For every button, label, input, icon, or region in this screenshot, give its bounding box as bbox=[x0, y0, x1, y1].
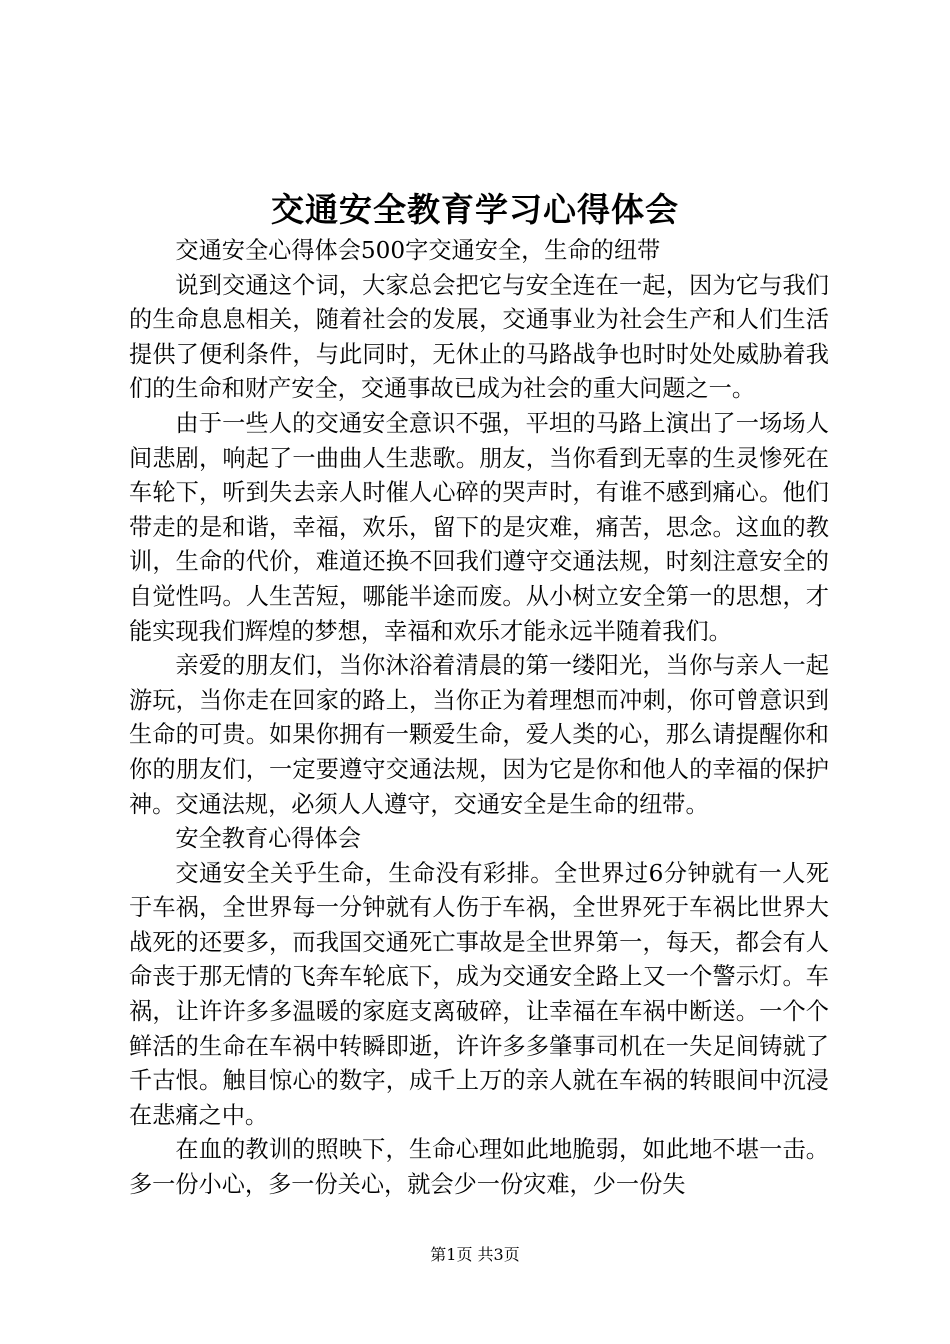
paragraph: 由于一些人的交通安全意识不强，平坦的马路上演出了一场场人间悲剧，响起了一曲曲人生悲歌。朋友，当你看到无辜的生灵惨死在车轮下，听到失去亲人时催人心碎的哭声时，有谁不感到痛心。他们带走的是和谐，幸福，欢乐，留下的是灾难，痛苦，思念。这血的教训，生命的代价，难道还换不回我们遵守交通法规，时刻注意安全的自觉性吗。人生苦短，哪能半途而废。从小树立安全第一的思想，才能实现我们辉煌的梦想，幸福和欢乐才能永远半随着我们。 bbox=[129, 409, 829, 645]
paragraph: 交通安全关乎生命，生命没有彩排。全世界过6分钟就有一人死于车祸，全世界每一分钟就有人伤于车祸，全世界死于车祸比世界大战死的还要多，而我国交通死亡事故是全世界第一，每天，都会有人命丧于那无情的飞奔车轮底下，成为交通安全路上又一个警示灯。车祸，让许许多多温暖的家庭支离破碎，让幸福在车祸中断送。一个个鲜活的生命在车祸中转瞬即逝，许许多多肇事司机在一失足间铸就了千古恨。触目惊心的数字，成千上万的亲人就在车祸的转眼间中沉浸在悲痛之中。 bbox=[129, 859, 829, 1129]
paragraph: 亲爱的朋友们，当你沐浴着清晨的第一缕阳光，当你与亲人一起游玩，当你走在回家的路上，当你正为着理想而冲刺，你可曾意识到生命的可贵。如果你拥有一颗爱生命，爱人类的心，那么请提醒你和你的朋友们，一定要遵守交通法规，因为它是你和他人的幸福的保护神。交通法规，必须人人遵守，交通安全是生命的纽带。 bbox=[129, 652, 829, 818]
paragraph: 说到交通这个词，大家总会把它与安全连在一起，因为它与我们的生命息息相关，随着社会的发展，交通事业为社会生产和人们生活提供了便利条件，与此同时，无休止的马路战争也时时处处威胁着我们的生命和财产安全，交通事故已成为社会的重大问题之一。 bbox=[129, 271, 829, 403]
document-title: 交通安全教育学习心得体会 bbox=[271, 190, 679, 229]
paragraph-subtitle: 交通安全心得体会500字交通安全，生命的纽带 bbox=[175, 237, 661, 264]
page-footer: 第1页 共3页 bbox=[430, 1245, 520, 1264]
document-body bbox=[129, 234, 829, 1203]
paragraph: 在血的教训的照映下，生命心理如此地脆弱，如此地不堪一击。多一份小心，多一份关心，就会少一份灾难，少一份失 bbox=[129, 1136, 829, 1199]
section-heading: 安全教育心得体会 bbox=[175, 825, 361, 853]
